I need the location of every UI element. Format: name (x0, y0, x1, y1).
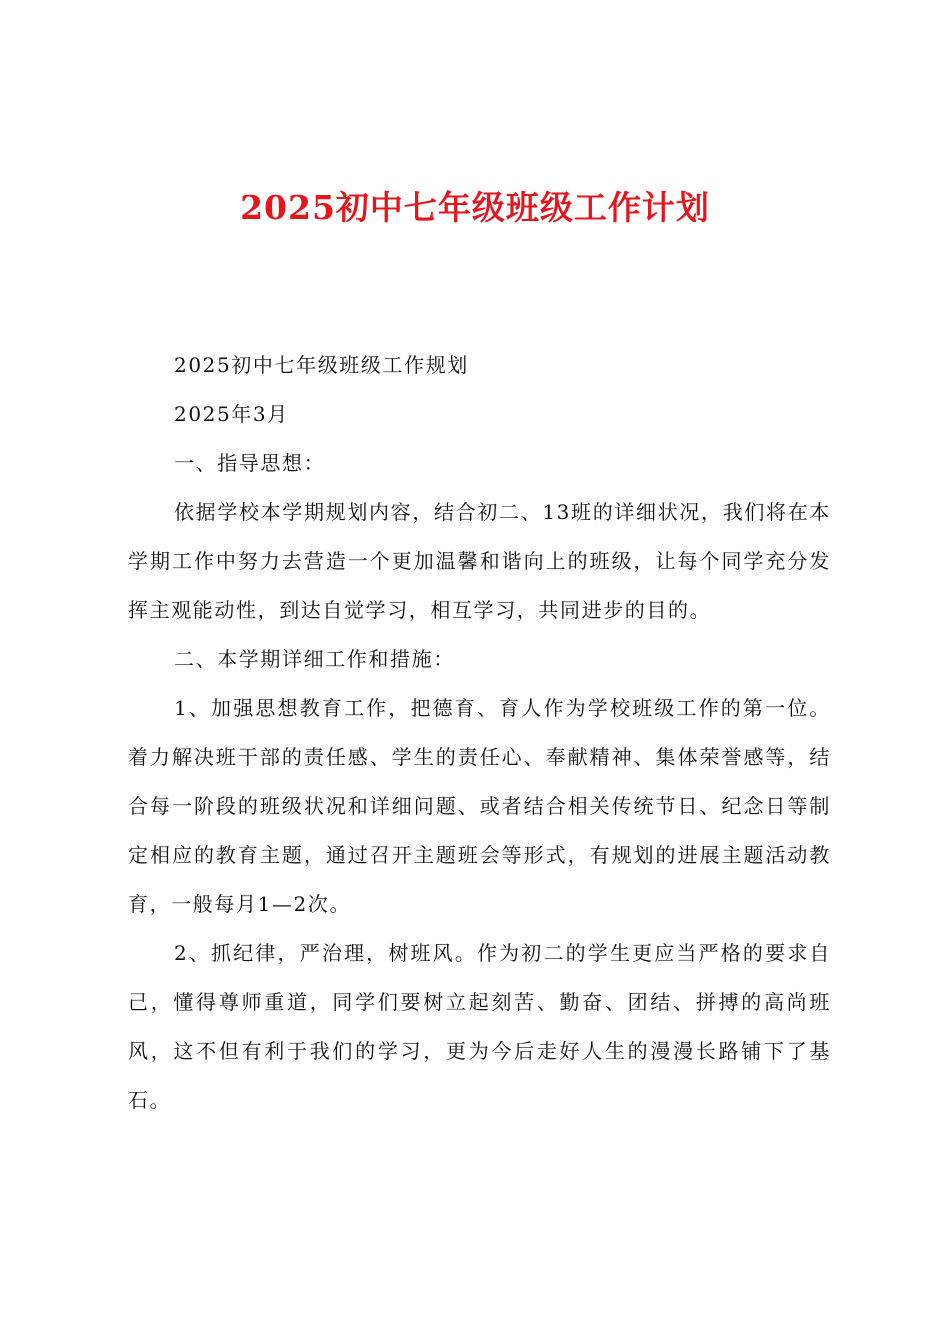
section-heading-measures: 二、本学期详细工作和措施： (174, 647, 455, 671)
section-heading-guiding-thought: 一、指导思想： (174, 451, 326, 475)
section-paragraph-guiding-thought: 依据学校本学期规划内容，结合初二、13班的详细状况，我们将在本学期工作中努力去营造一个更加温馨和谐向上的班级，让每个同学充分发挥主观能动性，到达自觉学习，相互学习，共同进步的目的。 (128, 500, 831, 622)
document-date: 2025年3月 (174, 402, 289, 426)
measure-item-1: 1、加强思想教育工作，把德育、育人作为学校班级工作的第一位。着力解决班干部的责任感、学生的责任心、奉献精神、集体荣誉感等，结合每一阶段的班级状况和详细问题、或者结合相关传统节日、纪念日等制定相应的教育主题，通过召开主题班会等形式，有规划的进展主题活动教育，一般每月1—2次。 (128, 696, 831, 916)
measure-item-2: 2、抓纪律，严治理，树班风。作为初二的学生更应当严格的要求自己，懂得尊师重道，同学们要树立起刻苦、勤奋、团结、拼搏的高尚班风，这不但有利于我们的学习，更为今后走好人生的漫漫长路铺下了基石。 (128, 941, 831, 1112)
document-title: 2025初中七年级班级工作计划 (240, 188, 710, 227)
document-subtitle: 2025初中七年级班级工作规划 (174, 353, 469, 377)
document-body (128, 341, 831, 1125)
